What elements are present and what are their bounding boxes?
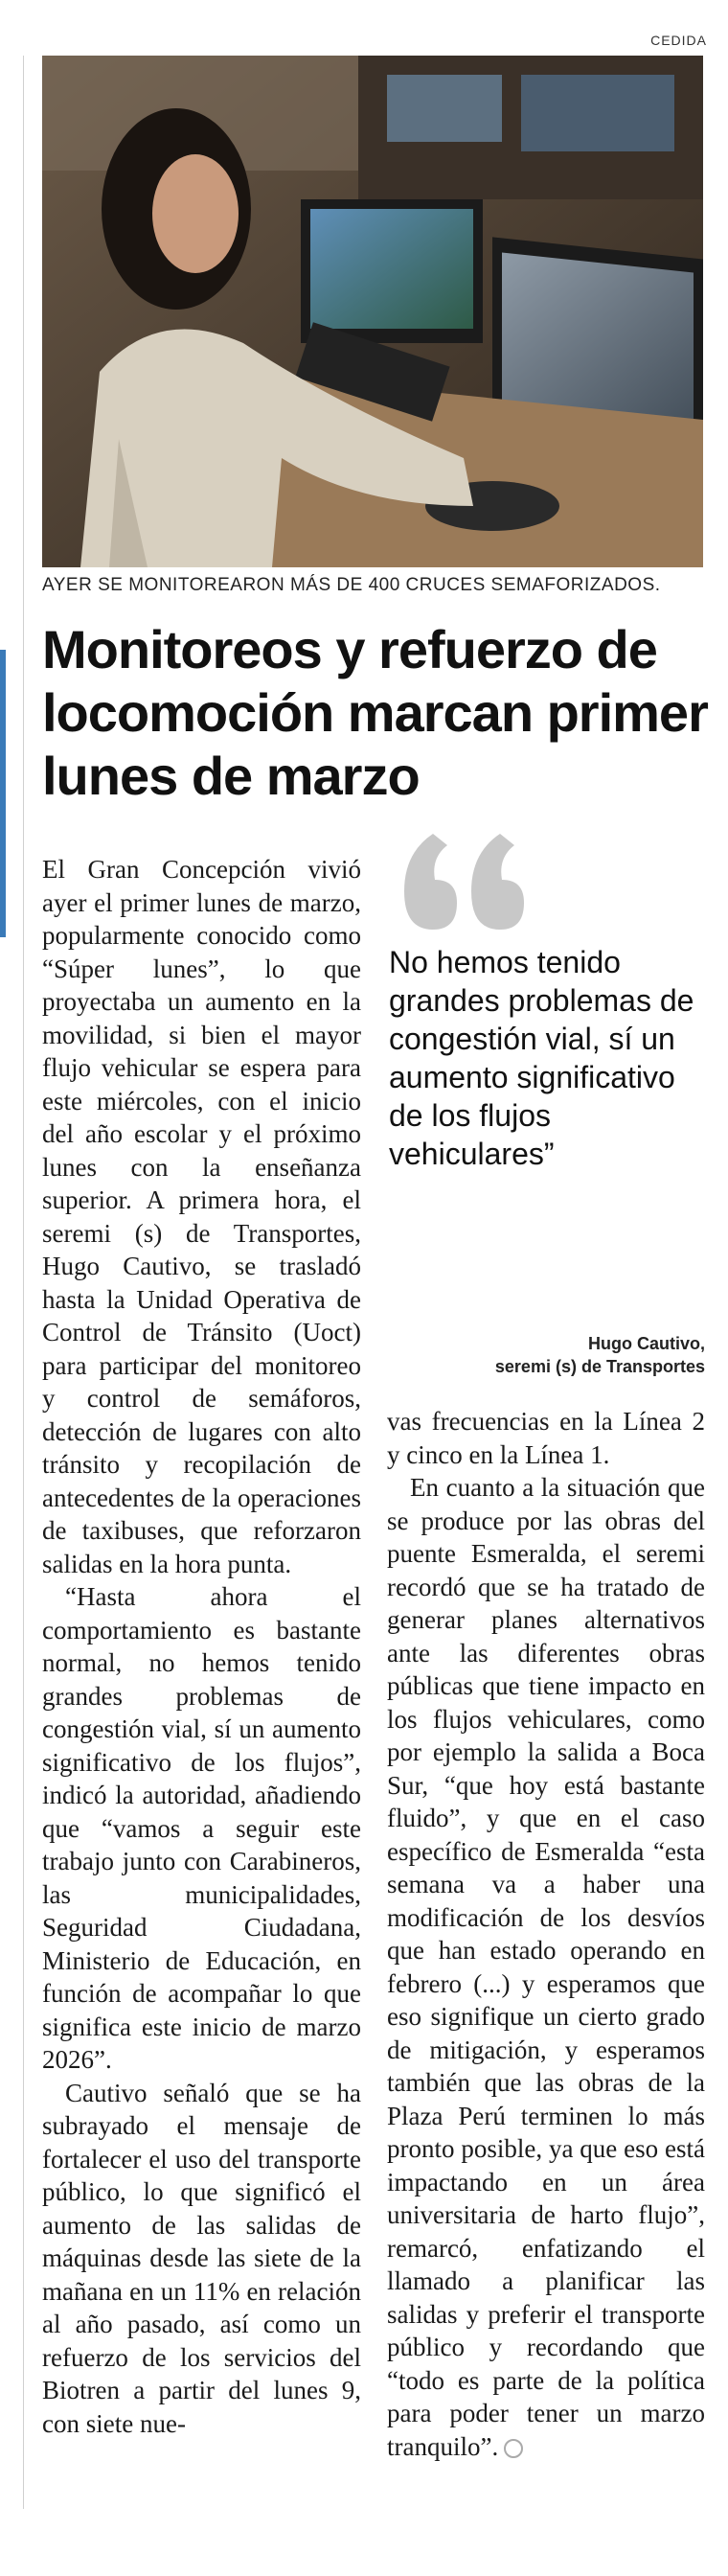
quote-attribution — [389, 1332, 705, 1378]
photo-caption: AYER SE MONITOREARON MÁS DE 400 CRUCES SEMAFORIZADOS. — [42, 575, 661, 595]
pull-quote: No hemos tenido grandes problemas de congestión vial, sí un aumento significativo de los flujos vehiculares” — [389, 945, 694, 1171]
headline: Monitoreos y refuerzo de locomoción marcan primer lunes de marzo — [42, 619, 708, 806]
quote-author-role: seremi (s) de Transportes — [494, 1357, 705, 1376]
article-column-2 — [387, 1405, 705, 2463]
adjacent-color-bar — [0, 650, 6, 937]
photo-credit: CEDIDA — [650, 33, 707, 48]
paragraph — [387, 1471, 705, 2463]
photo-illustration — [42, 56, 703, 567]
paragraph: El Gran Concepción vivió ayer el primer lunes de marzo, popularmente conocido como “Súper lunes”, lo que proyectaba un aumento en la movilidad, si bien el mayor flujo vehicular se espera para este miércoles, con el inicio del año escolar y el próximo lunes con la enseñanza superior. A primera hora, el seremi (s) de Transportes, Hugo Cautivo, se trasladó hasta la Unidad Operativa de Control de Tránsito (Uoct) para participar del monitoreo y control de semáforos, detección de lugares con alto tránsito y recopilación de antecedentes de la operaciones de taxibuses, que reforzaron salidas en la hora punta. — [42, 855, 361, 1578]
end-of-article-icon — [504, 2439, 523, 2458]
paragraph: vas frecuencias en la Línea 2 y cinco en la Línea 1. — [387, 1407, 705, 1469]
quote-mark-icon — [395, 824, 538, 939]
paragraph: “Hasta ahora el comportamiento es bastante normal, no hemos tenido grandes problemas de congestión vial, sí un aumento significativo de los flujos”, indicó la autoridad, añadiendo que “vamos a seguir este trabajo junto con Carabineros, las municipalidades, Seguridad Ciudadana, Ministerio de Educación, en función de acompañar lo que significa este inicio de marzo 2026”. — [42, 1582, 361, 2074]
article-column-1 — [42, 853, 361, 2440]
adjacent-article-strip — [0, 56, 24, 2509]
article-photo — [42, 56, 703, 567]
quote-author: Hugo Cautivo, — [588, 1334, 705, 1353]
paragraph: Cautivo señaló que se ha subrayado el mensaje de fortalecer el uso del transporte público, lo que significó el aumento de las salidas de máquinas desde las siete de la mañana en un 11% en relación al año pasado, así como un refuerzo de los servicios del Biotren a partir del lunes 9, con siete nue- — [42, 2078, 361, 2438]
paragraph-text: En cuanto a la situación que se produce por las obras del puente Esmeralda, el seremi recordó que se ha tratado de generar planes alternativos ante las diferentes obras públicas que tiene impacto en los flujos vehiculares, como por ejemplo la salida a Boca Sur, “que hoy está bastante fluido”, y que en el caso específico de Esmeralda “esta semana va a haber una modificación de los desvíos que han estado operando en febrero (...) y esperamos que eso signifique un cierto grado de mitigación, y esperamos también que las obras de la Plaza Perú terminen lo más pronto posible, ya que eso está impactando en un área universitaria de harto flujo”, remarcó, enfatizando el llamado a planificar las salidas y preferir el transporte público y recordando que “todo es parte de la política para poder tener un marzo tranquilo”. — [387, 1473, 705, 2461]
